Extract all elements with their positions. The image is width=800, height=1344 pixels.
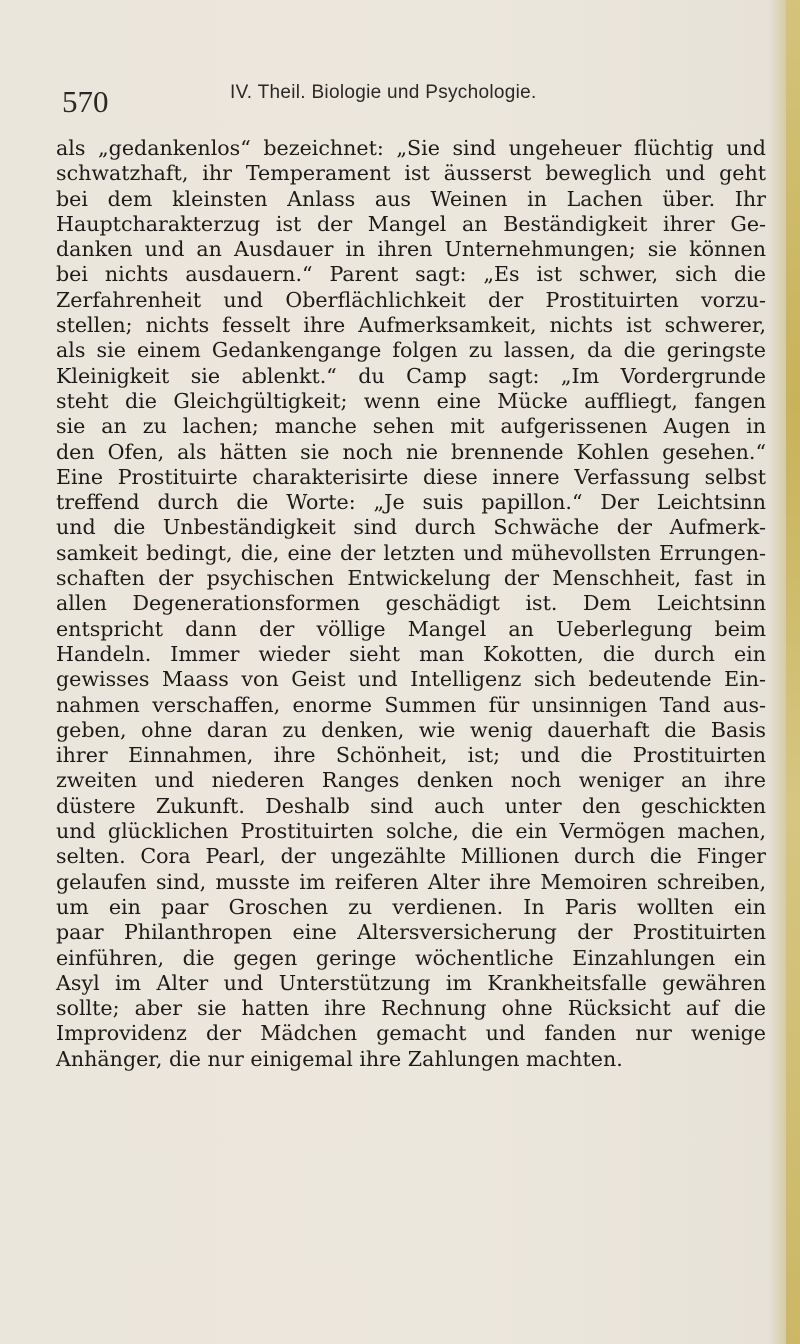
body-text xyxy=(56,136,766,1072)
text-line: bei nichts ausdauern.“ Parent sagt: „Es ist schwer, sich die xyxy=(56,262,766,287)
text-line: samkeit bedingt, die, eine der letzten und mühevollsten Errungen- xyxy=(56,540,766,565)
text-line: selten. Cora Pearl, der ungezählte Millionen durch die Finger xyxy=(56,844,766,869)
text-line: bei dem kleinsten Anlass aus Weinen in Lachen über. Ihr xyxy=(56,186,766,211)
text-line: danken und an Ausdauer in ihren Unternehmungen; sie können xyxy=(56,237,766,262)
page-number: 570 xyxy=(62,84,109,119)
text-line: Improvidenz der Mädchen gemacht und fanden nur wenige xyxy=(56,1021,766,1046)
text-line: gewisses Maass von Geist und Intelligenz sich bedeutende Ein- xyxy=(56,667,766,692)
text-line: als „gedankenlos“ bezeichnet: „Sie sind ungeheuer flüchtig und xyxy=(56,136,766,160)
text-line: sie an zu lachen; manche sehen mit aufgerissenen Augen in xyxy=(56,414,766,439)
text-line: steht die Gleichgültigkeit; wenn eine Mücke auffliegt, fangen xyxy=(56,388,766,413)
text-line: düstere Zukunft. Deshalb sind auch unter den geschickten xyxy=(56,793,766,818)
text-line: nahmen verschaffen, enorme Summen für unsinnigen Tand aus- xyxy=(56,692,766,717)
text-line: allen Degenerationsformen geschädigt ist. Dem Leichtsinn xyxy=(56,591,766,616)
page-header xyxy=(56,78,756,118)
text-line: schwatzhaft, ihr Temperament ist äusserst beweglich und geht xyxy=(56,161,766,186)
text-line: um ein paar Groschen zu verdienen. In Paris wollten ein xyxy=(56,894,766,919)
page-edge-strip xyxy=(786,0,800,1344)
text-line: schaften der psychischen Entwickelung der Menschheit, fast in xyxy=(56,566,766,591)
text-line: Asyl im Alter und Unterstützung im Krankheitsfalle gewähren xyxy=(56,970,766,995)
text-line: einführen, die gegen geringe wöchentliche Einzahlungen ein xyxy=(56,945,766,970)
text-line: treffend durch die Worte: „Je suis papillon.“ Der Leichtsinn xyxy=(56,490,766,515)
running-head: IV. Theil. Biologie und Psychologie. xyxy=(230,82,537,103)
text-line: ihrer Einnahmen, ihre Schönheit, ist; und die Prostituirten xyxy=(56,743,766,768)
text-line: Handeln. Immer wieder sieht man Kokotten, die durch ein xyxy=(56,641,766,666)
text-line: als sie einem Gedankengange folgen zu lassen, da die geringste xyxy=(56,338,766,363)
text-line: Zerfahrenheit und Oberflächlichkeit der Prostituirten vorzu- xyxy=(56,287,766,312)
text-line: zweiten und niederen Ranges denken noch weniger an ihre xyxy=(56,768,766,793)
text-line: und die Unbeständigkeit sind durch Schwäche der Aufmerk- xyxy=(56,515,766,540)
text-line: gelaufen sind, musste im reiferen Alter ihre Memoiren schreiben, xyxy=(56,869,766,894)
text-line: sollte; aber sie hatten ihre Rechnung ohne Rücksicht auf die xyxy=(56,996,766,1021)
text-line: den Ofen, als hätten sie noch nie brennende Kohlen gesehen.“ xyxy=(56,439,766,464)
text-line: und glücklichen Prostituirten solche, die ein Vermögen machen, xyxy=(56,819,766,844)
text-line: stellen; nichts fesselt ihre Aufmerksamkeit, nichts ist schwerer, xyxy=(56,313,766,338)
text-line: entspricht dann der völlige Mangel an Ueberlegung beim xyxy=(56,616,766,641)
text-line: Eine Prostituirte charakterisirte diese innere Verfassung selbst xyxy=(56,464,766,489)
text-line: Hauptcharakterzug ist der Mangel an Beständigkeit ihrer Ge- xyxy=(56,211,766,236)
text-line: Kleinigkeit sie ablenkt.“ du Camp sagt: „Im Vordergrunde xyxy=(56,363,766,388)
text-line: Anhänger, die nur einigemal ihre Zahlungen machten. xyxy=(56,1046,623,1071)
text-line: paar Philanthropen eine Altersversicherung der Prostituirten xyxy=(56,920,766,945)
text-line: geben, ohne daran zu denken, wie wenig dauerhaft die Basis xyxy=(56,717,766,742)
